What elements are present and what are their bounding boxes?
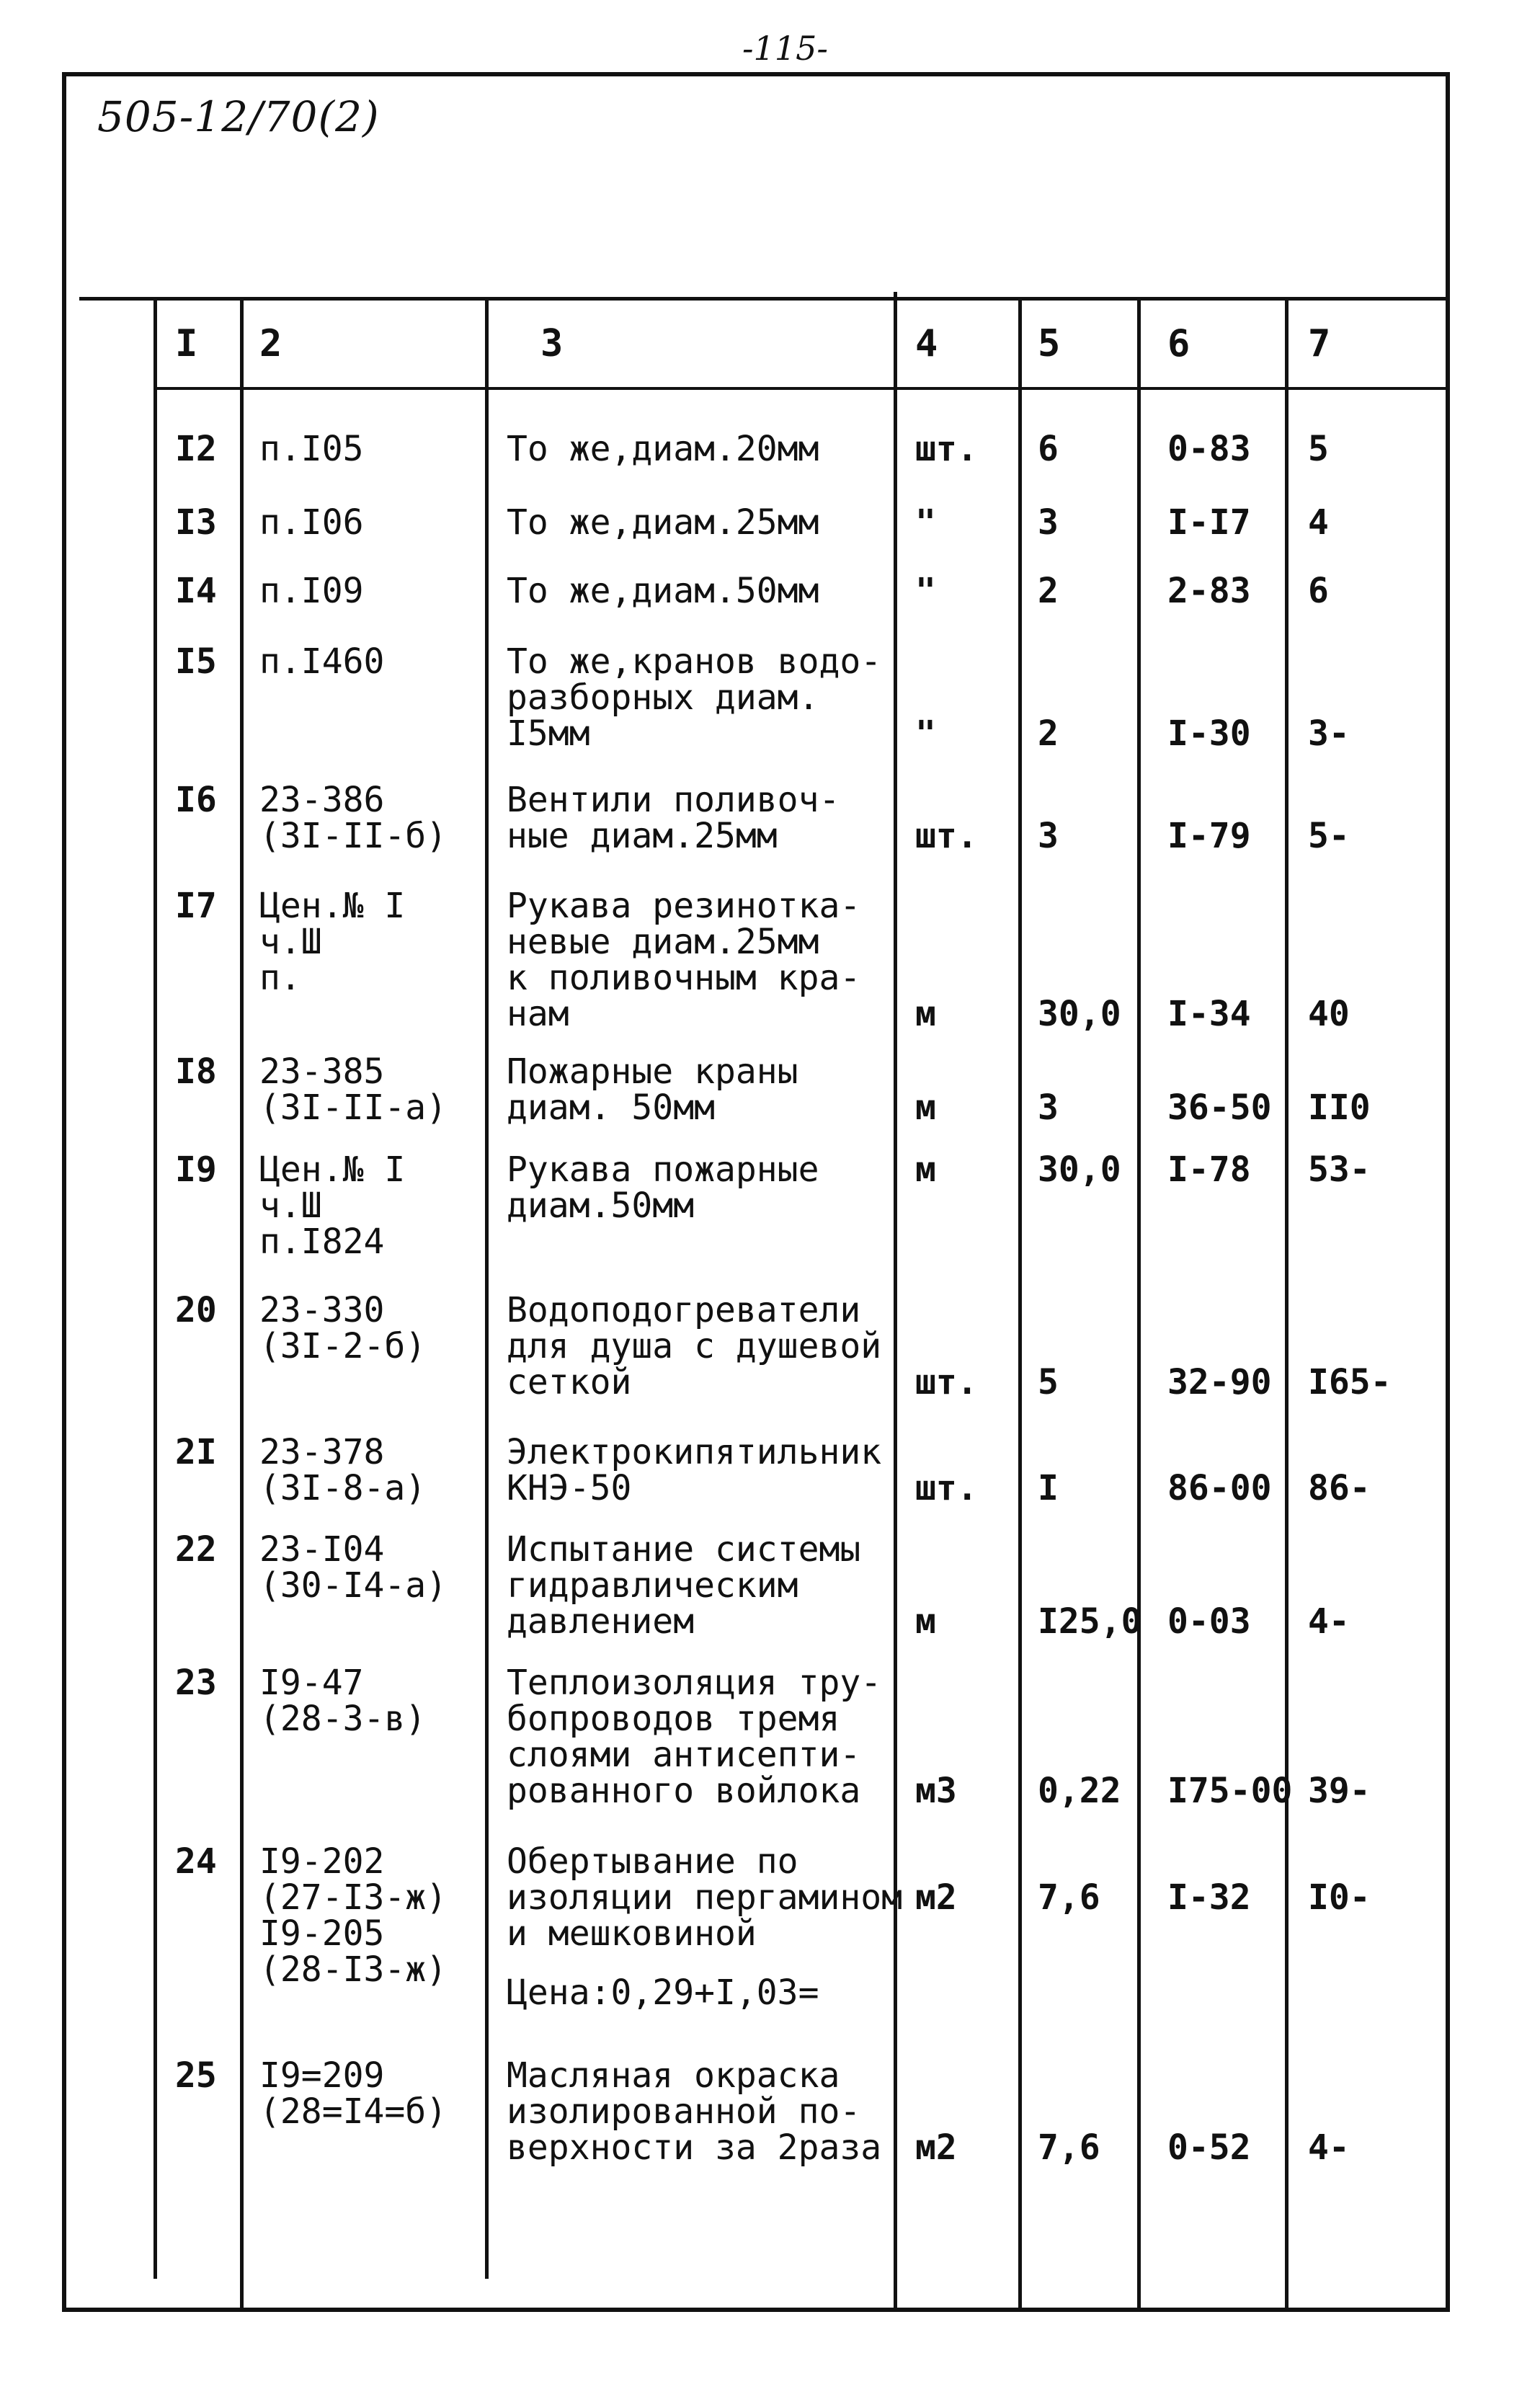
row-unit: м2	[915, 1877, 957, 1918]
row-total: 39-	[1308, 1771, 1371, 1811]
row-description: Рукава резинотка- невые диам.25мм к поливочным кра- нам	[507, 886, 861, 1034]
row-code: 23-I04 (30-I4-а)	[259, 1529, 448, 1606]
row-description: Цена:0,29+I,03=	[507, 1972, 819, 2013]
row-total: 6	[1308, 571, 1329, 611]
column-header: 6	[1167, 322, 1190, 365]
row-code: I9-47 (28-3-в)	[259, 1663, 427, 1739]
row-total: 5	[1308, 429, 1329, 469]
column-rule-7	[1285, 297, 1288, 2308]
row-code: Цен.№ I ч.Ш п.I824	[259, 1149, 406, 1262]
row-description: Масляная окраска изолированной по- верхности за 2раза	[507, 2055, 882, 2168]
row-description: Электрокипятильник КНЭ-50	[507, 1432, 882, 1508]
row-unit: "	[915, 502, 936, 543]
row-number: 24	[175, 1841, 217, 1882]
row-number: I3	[175, 502, 217, 543]
row-quantity: 2	[1038, 571, 1059, 611]
row-unit-price: I-32	[1167, 1877, 1251, 1918]
row-quantity: 3	[1038, 816, 1059, 856]
row-code: п.I06	[259, 502, 364, 543]
column-header: 4	[915, 322, 938, 365]
row-code: п.I09	[259, 571, 364, 611]
row-description: Испытание системы гидравлическим давлением	[507, 1529, 861, 1642]
row-number: I6	[175, 780, 217, 820]
column-header: 3	[540, 322, 564, 365]
row-description: Вентили поливоч- ные диам.25мм	[507, 780, 840, 856]
row-unit: м	[915, 1601, 936, 1642]
row-quantity: 30,0	[1038, 994, 1121, 1034]
row-total: 4-	[1308, 1601, 1350, 1642]
row-code: Цен.№ I ч.Ш п.	[259, 886, 406, 998]
row-unit: шт.	[915, 429, 978, 469]
row-code: п.I05	[259, 429, 364, 469]
row-unit-price: I-I7	[1167, 502, 1251, 543]
row-code: 23-330 (3I-2-б)	[259, 1290, 427, 1366]
row-quantity: 3	[1038, 502, 1059, 543]
row-quantity: 7,6	[1038, 2127, 1100, 2168]
row-description: Пожарные краны диам. 50мм	[507, 1051, 798, 1128]
row-number: I9	[175, 1149, 217, 1190]
row-quantity: I25,0	[1038, 1601, 1142, 1642]
row-unit-price: 36-50	[1167, 1088, 1272, 1128]
row-unit: шт.	[915, 1468, 978, 1508]
row-number: I7	[175, 886, 217, 926]
row-description: То же,диам.20мм	[507, 429, 819, 469]
page-number: -115-	[742, 29, 828, 68]
column-rule-1	[153, 297, 157, 2279]
row-number: 22	[175, 1529, 217, 1570]
column-rule-5	[1018, 297, 1022, 2308]
row-unit-price: I-79	[1167, 816, 1251, 856]
row-unit-price: I-34	[1167, 994, 1251, 1034]
row-unit-price: 86-00	[1167, 1468, 1272, 1508]
row-unit-price: 0-83	[1167, 429, 1251, 469]
row-total: 40	[1308, 994, 1350, 1034]
row-unit-price: 2-83	[1167, 571, 1251, 611]
row-code: I9-202 (27-I3-ж) I9-205 (28-I3-ж)	[259, 1841, 448, 1990]
row-number: I5	[175, 641, 217, 682]
row-number: 25	[175, 2055, 217, 2096]
row-unit: "	[915, 571, 936, 611]
column-rule-4	[894, 292, 897, 2310]
column-header: 7	[1308, 322, 1331, 365]
header-bottom-rule	[155, 387, 1448, 390]
row-number: 20	[175, 1290, 217, 1330]
row-unit: м	[915, 1149, 936, 1190]
row-unit: м3	[915, 1771, 957, 1811]
row-unit: "	[915, 713, 936, 754]
column-header: 2	[259, 322, 282, 365]
row-number: I2	[175, 429, 217, 469]
row-code: 23-385 (3I-II-а)	[259, 1051, 448, 1128]
row-total: I65-	[1308, 1362, 1392, 1402]
row-unit-price: I75-00	[1167, 1771, 1293, 1811]
row-code: 23-378 (3I-8-а)	[259, 1432, 427, 1508]
row-description: Теплоизоляция тру- бопроводов тремя слоями антисепти- рованного войлока	[507, 1663, 882, 1811]
document-code: 505-12/70(2)	[97, 92, 380, 141]
row-number: 2I	[175, 1432, 217, 1472]
row-total: 53-	[1308, 1149, 1371, 1190]
row-unit: м	[915, 1088, 936, 1128]
row-description: Водоподогреватели для душа с душевой сеткой	[507, 1290, 882, 1402]
row-total: 86-	[1308, 1468, 1371, 1508]
column-header: 5	[1038, 322, 1061, 365]
row-total: 3-	[1308, 713, 1350, 754]
row-total: II0	[1308, 1088, 1371, 1128]
row-description: То же,кранов водо- разборных диам. I5мм	[507, 641, 882, 754]
row-unit: шт.	[915, 816, 978, 856]
row-code: 23-386 (3I-II-б)	[259, 780, 448, 856]
row-description: Рукава пожарные диам.50мм	[507, 1149, 819, 1226]
row-number: 23	[175, 1663, 217, 1703]
column-rule-6	[1137, 297, 1141, 2308]
row-unit-price: 0-03	[1167, 1601, 1251, 1642]
row-unit-price: 0-52	[1167, 2127, 1251, 2168]
row-unit: м	[915, 994, 936, 1034]
row-description: То же,диам.25мм	[507, 502, 819, 543]
row-unit-price: 32-90	[1167, 1362, 1272, 1402]
column-rule-2	[240, 297, 244, 2308]
row-total: I0-	[1308, 1877, 1371, 1918]
row-quantity: 30,0	[1038, 1149, 1121, 1190]
row-number: I4	[175, 571, 217, 611]
row-quantity: 3	[1038, 1088, 1059, 1128]
row-number: I8	[175, 1051, 217, 1092]
row-total: 4-	[1308, 2127, 1350, 2168]
row-quantity: 7,6	[1038, 1877, 1100, 1918]
row-quantity: 5	[1038, 1362, 1059, 1402]
header-top-rule	[79, 297, 1448, 301]
row-total: 5-	[1308, 816, 1350, 856]
row-unit-price: I-78	[1167, 1149, 1251, 1190]
row-quantity: 0,22	[1038, 1771, 1121, 1811]
row-code: I9=209 (28=I4=б)	[259, 2055, 448, 2132]
row-quantity: I	[1038, 1468, 1059, 1508]
row-code: п.I460	[259, 641, 385, 682]
row-unit-price: I-30	[1167, 713, 1251, 754]
row-description: Обертывание по изоляции пергамином и мешковиной	[507, 1841, 903, 1954]
row-description: То же,диам.50мм	[507, 571, 819, 611]
column-header: I	[175, 322, 198, 365]
column-rule-3	[485, 297, 489, 2279]
row-quantity: 6	[1038, 429, 1059, 469]
row-unit: шт.	[915, 1362, 978, 1402]
row-quantity: 2	[1038, 713, 1059, 754]
row-unit: м2	[915, 2127, 957, 2168]
row-total: 4	[1308, 502, 1329, 543]
